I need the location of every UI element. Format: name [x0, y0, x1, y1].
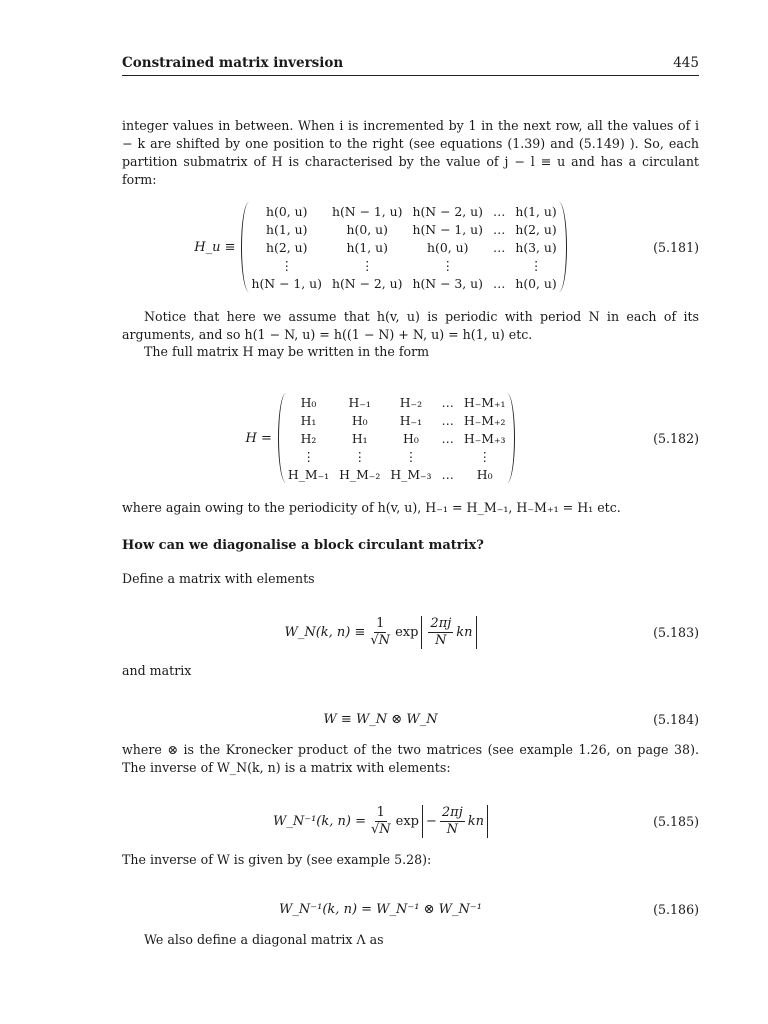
eq185-fraction	[369, 805, 393, 838]
matrix-cell: h(1, u)	[515, 203, 557, 219]
eq182-table	[283, 393, 511, 483]
eq183-num: 1	[376, 615, 385, 631]
paragraph-4: where again owing to the periodicity of h(v, u), H₋₁ = H_M₋₁, H₋M₊₁ = H₁ etc.	[122, 500, 621, 515]
eq183-fraction	[368, 616, 392, 649]
paragraph-5: Define a matrix with elements	[122, 571, 315, 586]
eq185-den: √N	[370, 821, 391, 837]
matrix-cell: h(2, u)	[266, 239, 308, 255]
eq185-minus-sign: −	[426, 813, 437, 829]
matrix-cell: ⋮	[404, 448, 418, 464]
matrix-cell: h(N − 2, u)	[331, 275, 403, 291]
eq185-exp: exp	[395, 813, 419, 829]
matrix-cell: H₀	[476, 466, 493, 482]
matrix-row	[246, 202, 561, 220]
eq183-number: (5.183)	[653, 624, 699, 640]
eq182-lhs: H =	[245, 430, 272, 446]
matrix-cell: H_M₋₁	[287, 466, 330, 482]
eq185-inner-den: N	[446, 821, 459, 837]
eq185-number: (5.185)	[653, 813, 699, 829]
matrix-cell: H₋M₊₃	[463, 430, 506, 446]
eq186-body: W_N⁻¹(k, n) = W_N⁻¹ ⊗ W_N⁻¹	[279, 901, 482, 917]
matrix-cell: H₁	[300, 412, 317, 428]
matrix-cell: …	[441, 466, 454, 482]
matrix-cell: h(N − 1, u)	[251, 275, 322, 291]
matrix-row	[283, 447, 511, 465]
equation-5-185	[122, 799, 699, 843]
matrix-cell: …	[492, 275, 506, 291]
matrix-cell: H₂	[300, 430, 317, 446]
matrix-cell: ⋮	[441, 257, 454, 273]
matrix-cell: ⋮	[302, 448, 315, 464]
matrix-row	[283, 429, 511, 447]
eq185-num: 1	[376, 804, 385, 820]
matrix-cell: H₋₁	[348, 394, 371, 410]
equation-5-182	[122, 386, 699, 490]
eq185-bracket	[422, 805, 488, 838]
matrix-cell: h(0, u)	[515, 275, 557, 291]
eq185-inner-fraction	[440, 805, 465, 838]
matrix-cell: h(N − 3, u)	[412, 275, 483, 291]
matrix-cell: H₋M₊₂	[463, 412, 506, 428]
eq184-number: (5.184)	[653, 711, 699, 727]
matrix-cell: h(1, u)	[266, 221, 308, 237]
matrix-cell: h(N − 1, u)	[412, 221, 483, 237]
eq181-lhs: H_u ≡	[194, 239, 236, 255]
matrix-cell: …	[492, 221, 506, 237]
page-number: 445	[673, 55, 699, 71]
eq185-lhs: W_N⁻¹(k, n) =	[272, 813, 366, 829]
equation-5-183	[122, 610, 699, 654]
eq185-tail: kn	[467, 813, 485, 829]
equation-5-181	[122, 195, 699, 299]
matrix-cell: ⋮	[478, 448, 491, 464]
matrix-cell: h(3, u)	[515, 239, 557, 255]
matrix-cell: ⋮	[361, 257, 374, 273]
eq183-den: √N	[370, 632, 391, 648]
paragraph-1: integer values in between. When i is incremented by 1 in the next row, all the values of i − k are shifted by one position to the right (see equations (1.39) and (5.149) ). So, each partition submatrix of H is characterised by the value of j − l ≡ u and has a circulant form:	[122, 118, 699, 187]
matrix-cell: …	[441, 412, 454, 428]
matrix-row	[246, 238, 561, 256]
matrix-cell: …	[441, 394, 454, 410]
matrix-cell: h(2, u)	[515, 221, 557, 237]
matrix-cell: ⋮	[280, 257, 293, 273]
matrix-cell: h(0, u)	[427, 239, 469, 255]
matrix-cell: ⋮	[529, 257, 543, 273]
paragraph-6: and matrix	[122, 663, 192, 678]
matrix-cell	[488, 256, 510, 274]
paragraph-3: The full matrix H may be written in the form	[144, 344, 430, 359]
matrix-cell: H₁	[351, 430, 368, 446]
matrix-cell: …	[492, 239, 506, 255]
eq183-inner-den: N	[435, 632, 447, 648]
matrix-cell: h(N − 1, u)	[331, 203, 403, 219]
matrix-row	[283, 465, 511, 483]
matrix-cell: H₀	[300, 394, 317, 410]
eq183-bracket	[421, 616, 476, 649]
matrix-cell: H₀	[351, 412, 368, 428]
matrix-cell: H₋₁	[399, 412, 423, 428]
matrix-cell: H_M₋₂	[339, 466, 381, 482]
matrix-cell: H_M₋₃	[390, 466, 432, 482]
matrix-row	[246, 274, 561, 292]
matrix-cell: h(N − 2, u)	[412, 203, 483, 219]
equation-5-184	[122, 708, 699, 730]
matrix-cell: H₋₂	[399, 394, 423, 410]
paragraph-8: The inverse of W is given by (see example 5.28):	[122, 852, 432, 867]
eq181-matrix	[241, 202, 566, 292]
matrix-cell: h(0, u)	[266, 203, 308, 219]
paragraph-9: We also define a diagonal matrix Λ as	[144, 932, 384, 947]
eq183-exp: exp	[395, 624, 419, 640]
matrix-cell: …	[441, 430, 454, 446]
equation-5-186	[122, 898, 699, 920]
section-heading: How can we diagonalise a block circulant matrix?	[122, 538, 484, 553]
matrix-cell: ⋮	[353, 448, 366, 464]
paragraph-7: where ⊗ is the Kronecker product of the two matrices (see example 1.26, on page 38). The inverse of W_N(k, n) is a matrix with elements:	[122, 742, 699, 775]
eq184-body: W ≡ W_N ⊗ W_N	[323, 711, 438, 727]
matrix-cell: H₋M₊₁	[463, 394, 506, 410]
eq183-inner-fraction	[428, 616, 453, 649]
matrix-row	[246, 220, 561, 238]
eq181-table	[246, 202, 561, 292]
matrix-cell: …	[492, 203, 506, 219]
paragraph-2: Notice that here we assume that h(v, u) is periodic with period N in each of its arguments, and so h(1 − N, u) = h((1 − N) + N, u) = h(1, u) etc.	[122, 309, 699, 342]
matrix-row	[246, 256, 561, 274]
matrix-cell	[437, 447, 459, 465]
matrix-row	[283, 411, 511, 429]
matrix-row	[283, 393, 511, 411]
eq183-lhs: W_N(k, n) ≡	[284, 624, 366, 640]
running-head	[122, 55, 699, 76]
eq185-inner-num: 2πj	[441, 804, 463, 820]
eq183-inner-num: 2πj	[430, 615, 452, 631]
eq182-number: (5.182)	[653, 430, 699, 446]
eq182-matrix	[278, 393, 516, 483]
chapter-title: Constrained matrix inversion	[122, 55, 344, 71]
eq186-number: (5.186)	[653, 901, 699, 917]
matrix-cell: h(0, u)	[346, 221, 388, 237]
eq181-number: (5.181)	[653, 239, 699, 255]
matrix-cell: H₀	[403, 430, 419, 446]
matrix-cell: h(1, u)	[346, 239, 388, 255]
eq183-tail: kn	[456, 624, 473, 640]
